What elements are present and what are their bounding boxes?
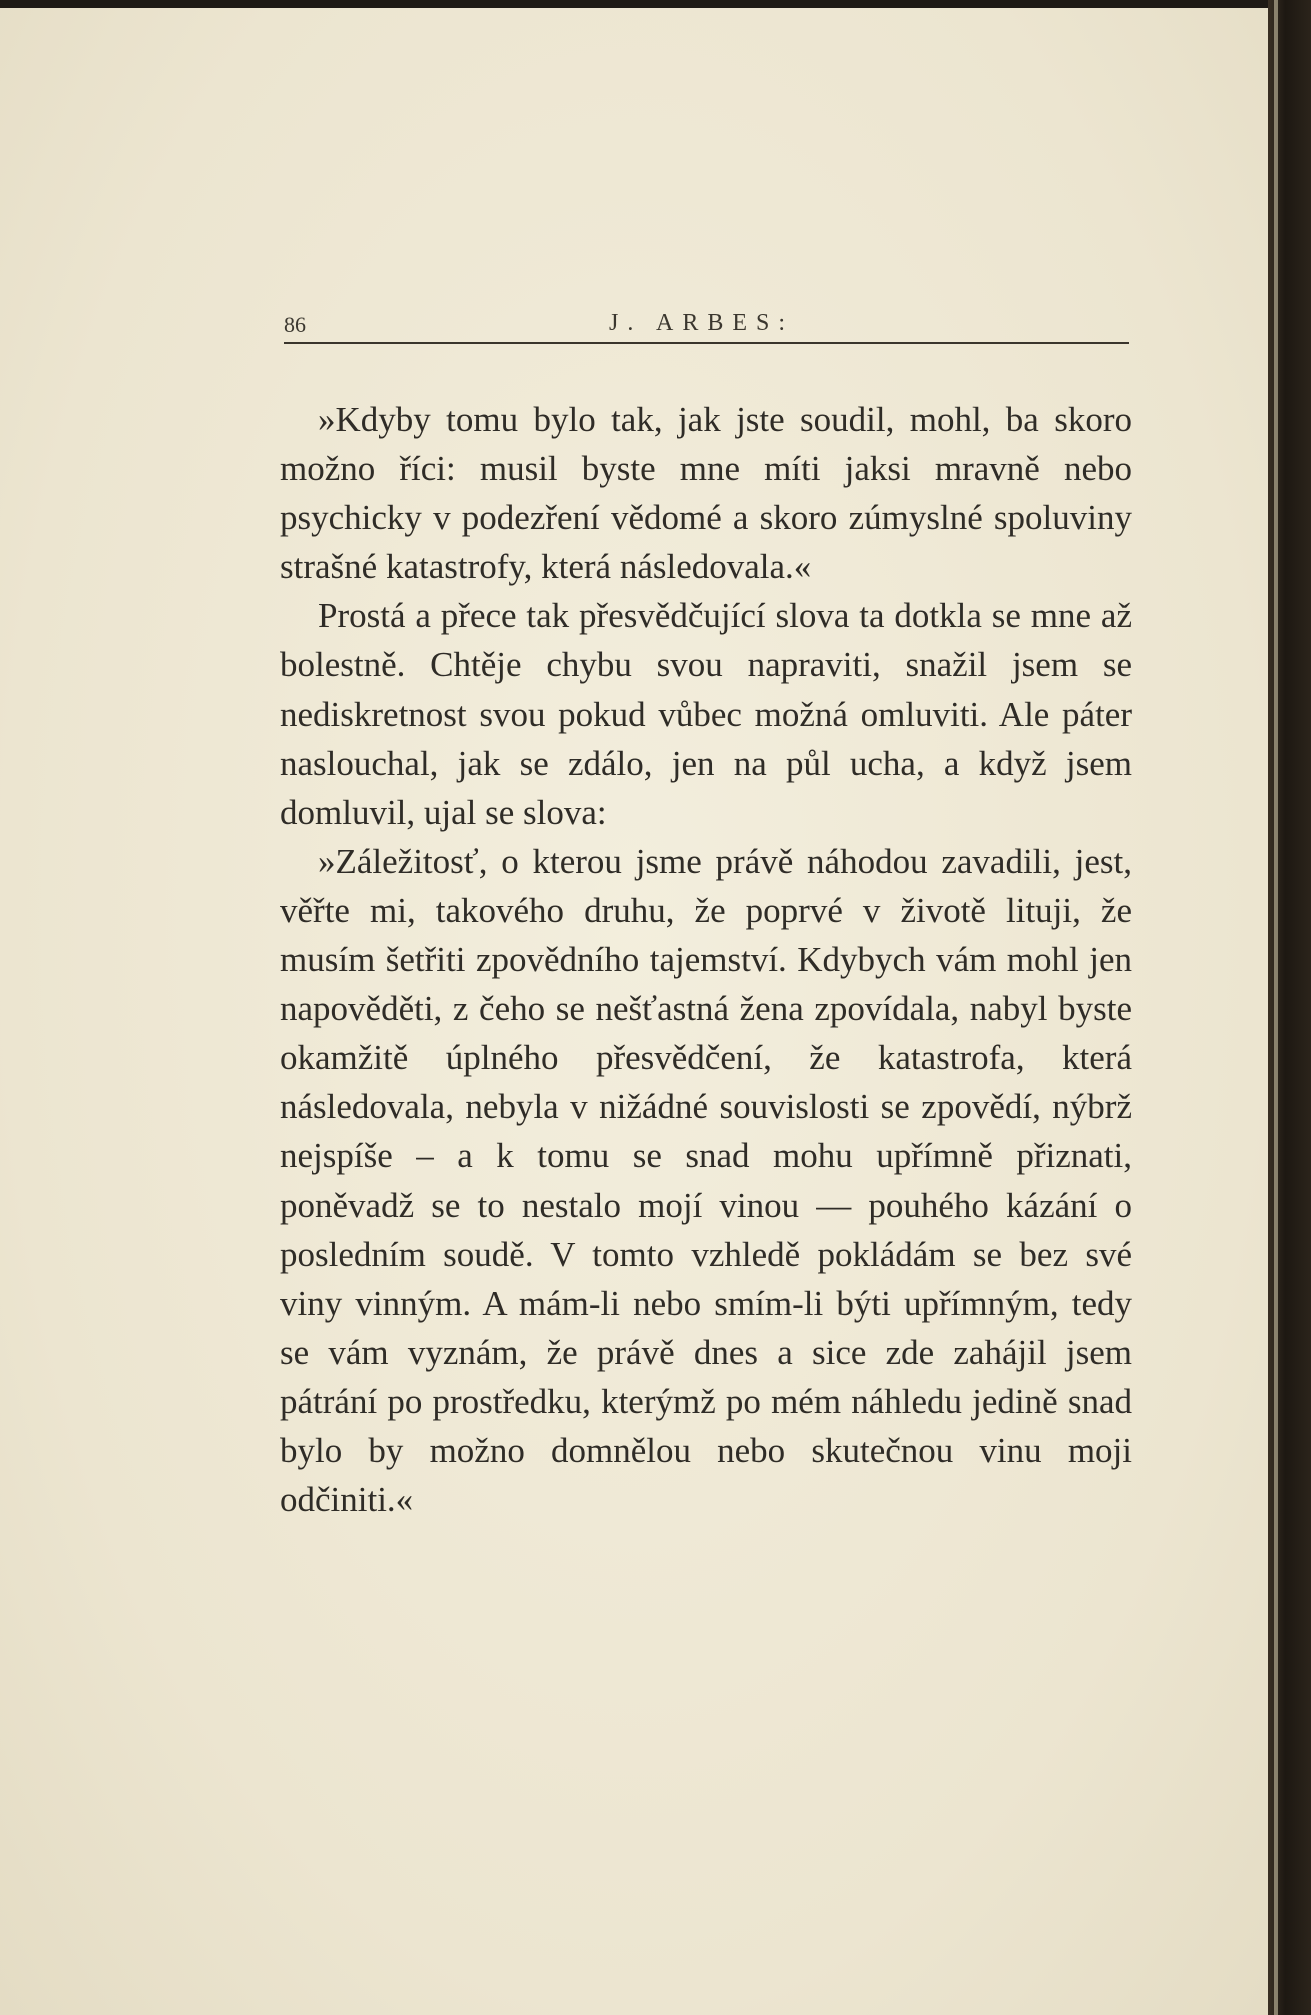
paragraph-1: »Kdyby tomu bylo tak, jak jste soudil, mohl, ba skoro možno říci: musil byste mne míti jaksi mravně nebo psychicky v podezření vědomé a skoro zúmyslné spoluviny strašné katastrofy, která následovala.«: [280, 400, 1132, 587]
paragraph-2: Prostá a přece tak přesvědčující slova ta dotkla se mne až bolestně. Chtěje chybu svou napraviti, snažil jsem se nediskretnost svou pokud vůbec možná omluviti. Ale páter naslouchal, jak se zdálo, jen na půl ucha, a když jsem domluvil, ujal se slova:: [280, 596, 1132, 832]
running-head: J. ARBES:: [609, 310, 795, 336]
scan-binding-edge: [1268, 0, 1311, 2015]
paragraph-3: »Záležitosť, o kterou jsme právě náhodou zavadili, jest, věřte mi, takového druhu, že poprvé v životě lituji, že musím šetřiti zpovědního tajemství. Kdybych vám mohl jen napověděti, z čeho se nešťastná žena zpovídala, nabyl byste okamžitě úplného přesvědčení, že katastrofa, která následovala, nebyla v nižádné souvislosti se zpovědí, nýbrž nejspíše – a k tomu se snad mohu upřímně přiznati, poněvadž se to nestalo mojí vinou — pouhého kázání o posledním soudě. V tomto vzhledě pokládám se bez své viny vinným. A mám-li nebo smím-li býti upřímným, tedy se vám vyznám, že právě dnes a sice zde zahájil jsem pátrání po prostředku, kterýmž po mém náhledu jedině snad bylo by možno domnělou nebo skutečnou vinu moji odčiniti.«: [280, 841, 1132, 1520]
page-number: 86: [284, 312, 306, 337]
body-text: [280, 395, 1132, 1524]
page-header: [284, 302, 1129, 344]
